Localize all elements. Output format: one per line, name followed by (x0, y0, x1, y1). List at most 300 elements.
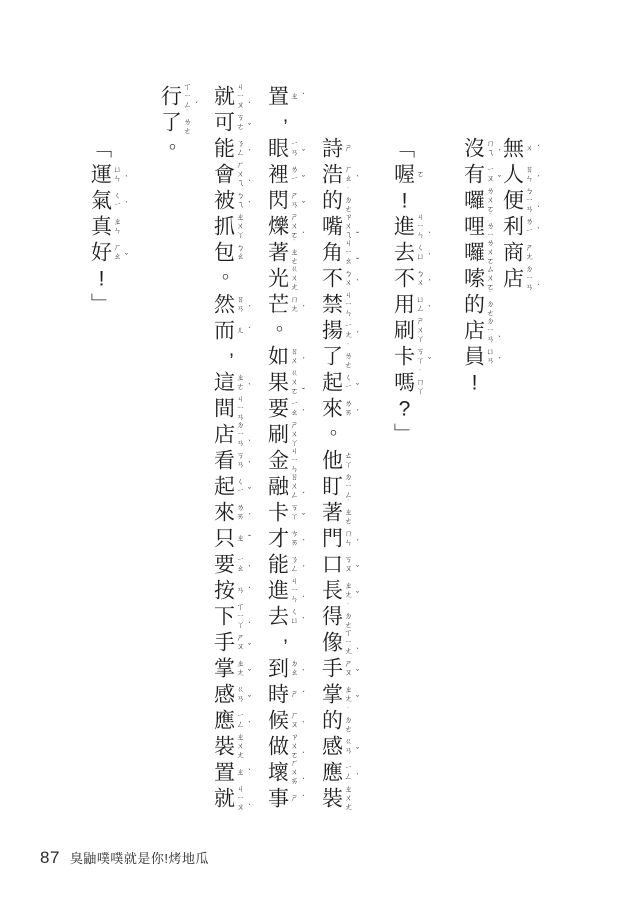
zhuyin-ruby: ㄕ (344, 143, 353, 153)
base-character: , (282, 625, 289, 647)
tone-mark: ˋ (248, 802, 251, 813)
base-character: 按 (214, 579, 235, 603)
base-character: 角 (322, 241, 343, 265)
base-character: 而 (214, 319, 235, 343)
tone-mark: ˇ (356, 693, 359, 704)
tone-mark: ˊ (302, 689, 305, 700)
tone-mark: ˇ (356, 667, 359, 678)
char-cell (213, 160, 251, 189)
char-cell (213, 578, 251, 604)
char-cell (267, 732, 305, 761)
base-character: 揚 (322, 319, 343, 343)
tone-mark: ˋ (248, 178, 251, 189)
base-character: 有 (464, 163, 485, 187)
base-character: 時 (268, 683, 289, 707)
char-cell (321, 526, 359, 552)
char-cell (321, 448, 353, 474)
zhuyin-ruby: ㄧ ㄠ ˋ (290, 399, 305, 418)
zhuyin-ruby: ㄐ ㄧ ㄣ (344, 290, 353, 318)
zhuyin-ruby: ㄉ ㄧ ㄥ (344, 472, 353, 500)
base-character: 爍 (268, 215, 289, 239)
base-character: 壞 (268, 761, 289, 785)
zhuyin-ruby: ㄋ ㄥ ˊ (290, 555, 305, 574)
base-character: 刷 (268, 423, 289, 447)
base-character: 看 (214, 449, 235, 473)
base-character: 的 (322, 189, 343, 213)
zhuyin-ruby: ㄉ ㄧ ㄢ ˋ (236, 420, 251, 449)
tone-mark: ˋ (302, 750, 305, 761)
char-cell (213, 682, 251, 708)
tone-mark: ˋ (302, 230, 305, 241)
zhuyin-ruby: ㄍ ㄢ ˇ (236, 685, 251, 704)
tone-mark: ˋ (248, 459, 251, 470)
char-cell (502, 186, 540, 215)
char-cell (213, 708, 251, 734)
char-cell (213, 370, 251, 396)
tone-mark: ˇ (356, 256, 359, 267)
zhuyin-ruby: ㄕ ㄤ (525, 243, 534, 261)
zhuyin-ruby: ㄉ ㄧ ㄢ ˋ (525, 264, 540, 293)
char-cell (267, 188, 305, 214)
base-character: 下 (214, 605, 235, 629)
base-character: 了 (322, 345, 343, 369)
zhuyin-ruby: ㄎ ㄚ ˇ (290, 503, 305, 522)
zhuyin-ruby: ㄗ ㄨ ㄛ ˋ (290, 732, 305, 761)
char-cell (160, 131, 189, 162)
tone-mark: ˋ (248, 767, 251, 778)
base-character: 就 (214, 85, 235, 109)
char-cell (393, 316, 425, 344)
char-cell (213, 188, 251, 214)
char-cell (321, 602, 353, 630)
tone-mark: ˊ (248, 511, 251, 522)
base-character: 到 (268, 657, 289, 681)
base-character: 做 (268, 735, 289, 759)
zhuyin-ruby: ㄑ ㄧ ˋ (113, 191, 128, 210)
tone-mark: ˇ (248, 641, 251, 652)
tone-mark: ˋ (537, 225, 540, 236)
zhuyin-ruby: ㄇ ㄣ ˊ (344, 529, 359, 548)
zhuyin-ruby: ㄉ ㄧ ㄢ ˋ (486, 316, 501, 345)
zhuyin-ruby: ㄅ ㄨ ˋ (344, 269, 359, 288)
char-cell (321, 472, 353, 500)
base-character: 像 (322, 631, 343, 655)
base-character: 沒 (464, 137, 485, 161)
zhuyin-ruby: ㄅ ㄠ (236, 243, 245, 261)
base-character: 哩 (464, 215, 485, 239)
base-character: 間 (214, 397, 235, 421)
tone-mark: ˋ (356, 277, 359, 288)
base-character: 的 (322, 709, 343, 733)
zhuyin-ruby: ㄐ ㄧ ㄢ (236, 394, 245, 422)
base-character: 浩 (322, 163, 343, 187)
tone-mark: ˊ (248, 303, 251, 314)
char-cell (267, 656, 305, 682)
char-cell (463, 344, 501, 370)
char-cell (321, 212, 359, 241)
base-character: 刷 (394, 319, 415, 343)
zhuyin-ruby: ㄕ ˊ (290, 689, 305, 700)
base-character: 去 (394, 241, 415, 265)
base-character: 的 (464, 293, 485, 317)
tone-mark: ˋ (125, 199, 128, 210)
base-character: 了 (161, 111, 182, 135)
tone-mark: ˋ (248, 199, 251, 210)
base-character: 起 (214, 475, 235, 499)
tone-mark: ˋ (356, 173, 359, 184)
zhuyin-ruby: ㄩ ㄥ ˋ (416, 295, 431, 314)
base-character: 這 (214, 371, 235, 395)
tone-mark: ˇ (248, 485, 251, 496)
zhuyin-ruby: ㄑ ㄩ ˋ (416, 243, 431, 262)
base-character: 嘴 (322, 215, 343, 239)
base-character: 感 (214, 683, 235, 707)
zhuyin-ruby: ㄌ ㄧ ˋ (525, 217, 540, 236)
zhuyin-ruby: ㄐ ㄧ ㄣ ˋ (290, 576, 305, 605)
char-cell (321, 784, 353, 812)
zhuyin-ruby: ㄐ ㄧ ㄠ ˇ (344, 238, 359, 267)
base-character: ﹁ (394, 137, 415, 161)
char-cell (90, 292, 113, 318)
char-cell (213, 732, 245, 760)
base-character: 店 (503, 267, 524, 291)
tone-mark: ˋ (248, 100, 251, 111)
base-character: 門 (322, 527, 343, 551)
base-character: 好 (91, 241, 112, 265)
base-character: 如 (268, 345, 289, 369)
tone-mark: ˇ (125, 251, 128, 262)
zhuyin-ruby: ㄓ ㄤ ˇ (344, 581, 359, 600)
base-character: ! (471, 371, 478, 395)
zhuyin-ruby: ㄩ ㄣ ˋ (113, 165, 128, 184)
zhuyin-ruby: ㄖ ㄨ ˊ (290, 347, 305, 366)
char-cell (321, 318, 359, 344)
base-character: 抓 (214, 215, 235, 239)
base-character: 會 (214, 163, 235, 187)
char-cell (393, 368, 425, 396)
chapter-title: 臭鼬噗噗就是你!烤地瓜 (69, 851, 210, 866)
char-cell (267, 344, 305, 370)
char-cell (160, 82, 198, 111)
char-cell (90, 188, 128, 214)
base-character: 芒 (268, 293, 289, 317)
char-cell (393, 188, 416, 214)
zhuyin-ruby: ㄨ ˊ (525, 143, 540, 154)
zhuyin-ruby: ˙ ㄌ ㄧ (486, 212, 495, 240)
tone-mark: ˊ (302, 490, 305, 501)
base-character: 不 (322, 267, 343, 291)
char-cell (267, 313, 296, 344)
char-cell (321, 552, 359, 578)
base-character: 裝 (322, 787, 343, 811)
tone-mark: ˋ (428, 303, 431, 314)
zhuyin-ruby: ㄖ ㄢ ˊ (236, 295, 251, 314)
zhuyin-ruby: ㄊ ㄚ (344, 451, 353, 469)
zhuyin-ruby: ㄐ ㄧ ㄣ (290, 446, 299, 474)
tone-mark: ˊ (356, 407, 359, 418)
base-character: 置 (214, 761, 235, 785)
zhuyin-ruby: ㄕ ˋ (290, 793, 305, 804)
zhuyin-ruby: ㄕ ㄨ ㄛ ˋ (290, 212, 305, 241)
char-cell (321, 370, 359, 396)
char-cell (321, 578, 359, 604)
base-character: 詩 (322, 137, 343, 161)
char-cell (321, 682, 359, 708)
zhuyin-ruby: ㄎ ㄡ ˇ (344, 555, 359, 574)
tone-mark: ˊ (302, 303, 305, 314)
zhuyin-ruby: ㄇ ㄤ ˊ (290, 295, 305, 314)
tone-mark: ˋ (302, 793, 305, 804)
zhuyin-ruby: ㄢ ˋ (236, 585, 251, 596)
zhuyin-ruby: ㄕ ㄡ ˇ (344, 659, 359, 678)
char-cell (321, 706, 353, 734)
tone-mark: ˋ (248, 563, 251, 574)
base-character: 員 (464, 345, 485, 369)
base-character: 才 (268, 527, 289, 551)
tone-mark: ˇ (356, 589, 359, 600)
zhuyin-ruby: ㄌ ㄨ ㄛ (486, 238, 495, 266)
zhuyin-ruby: ㄓ ㄨ ㄚ (236, 212, 245, 240)
tone-mark: ˋ (302, 91, 305, 102)
zhuyin-ruby: ㄇ ㄟ ˊ (486, 139, 501, 158)
char-cell (321, 417, 350, 448)
zhuyin-ruby: ㄖ ㄣ ˊ (525, 165, 540, 184)
base-character: 他 (322, 449, 343, 473)
base-character: 被 (214, 189, 235, 213)
base-character: 可 (214, 111, 235, 135)
tone-mark: ˋ (537, 204, 540, 215)
char-cell (463, 370, 486, 396)
tone-mark: ˋ (302, 776, 305, 787)
base-character: 應 (322, 761, 343, 785)
zhuyin-ruby: ㄗ ㄨ ㄟ ˇ (344, 212, 359, 241)
tone-mark: ˋ (248, 381, 251, 392)
base-character: 閃 (268, 189, 289, 213)
tone-mark: ˊ (537, 143, 540, 154)
base-character: 人 (503, 163, 524, 187)
base-character: 長 (322, 579, 343, 603)
char-cell (213, 474, 251, 500)
text-line-1 (502, 136, 540, 293)
tone-mark: ˊ (302, 563, 305, 574)
char-cell (321, 290, 353, 318)
tone-mark: ˇ (302, 147, 305, 158)
zhuyin-ruby: ㄑ ㄩ ˋ (290, 607, 305, 626)
zhuyin-ruby: ㄌ ㄧ ˇ (290, 165, 305, 184)
char-cell (267, 105, 290, 136)
char-cell (393, 212, 431, 241)
base-character: 光 (268, 267, 289, 291)
char-cell (213, 526, 251, 552)
base-character: 就 (214, 787, 235, 811)
char-cell (502, 240, 534, 266)
char-cell (463, 186, 495, 214)
char-cell (267, 552, 305, 578)
tone-mark: ˋ (356, 646, 359, 657)
tone-mark: ˋ (302, 719, 305, 730)
zhuyin-ruby: ㄧ ㄠ ˋ (236, 555, 251, 574)
char-cell (393, 396, 416, 422)
char-cell (393, 266, 431, 292)
zhuyin-ruby: ㄓ ㄣ (113, 217, 122, 235)
char-cell (502, 264, 540, 293)
char-cell (213, 602, 251, 631)
base-character: 來 (322, 397, 343, 421)
tone-mark: ˋ (537, 282, 540, 293)
base-character: ﹂ (91, 293, 112, 317)
base-character: 能 (268, 553, 289, 577)
char-cell (90, 214, 122, 240)
zhuyin-ruby: ㄍ ㄨ ㄤ (290, 264, 299, 292)
base-character: 用 (394, 293, 415, 317)
base-character: 進 (268, 579, 289, 603)
tone-mark: ˋ (428, 230, 431, 241)
base-character: 。 (275, 313, 296, 335)
base-character: 得 (322, 605, 343, 629)
char-cell (213, 552, 251, 578)
zhuyin-ruby: ㄏ ㄠ ˇ (113, 243, 128, 262)
zhuyin-ruby: ㄕ ㄡ ˇ (236, 633, 251, 652)
tone-mark: ˇ (302, 199, 305, 210)
char-cell (321, 628, 359, 657)
zhuyin-ruby: ㄓ ㄜ ˋ (236, 373, 251, 392)
char-cell (321, 162, 359, 188)
zhuyin-ruby: ˙ ㄓ ㄜ (290, 238, 299, 266)
base-character: 候 (268, 709, 289, 733)
base-character: 感 (322, 735, 343, 759)
char-cell (502, 136, 540, 162)
char-cell (267, 420, 299, 448)
char-cell (213, 760, 251, 786)
char-cell (267, 576, 305, 605)
char-cell (267, 625, 290, 656)
tone-mark: ˋ (302, 407, 305, 418)
char-cell (463, 238, 495, 266)
base-character: 掌 (214, 657, 235, 681)
char-cell (463, 162, 501, 188)
zhuyin-ruby: ㄏ ㄠ ˋ (344, 165, 359, 184)
base-character: ! (401, 189, 408, 213)
base-character: 囉 (464, 189, 485, 213)
tone-mark: ˇ (248, 533, 251, 544)
char-cell (393, 136, 416, 162)
zhuyin-ruby: ㄌ ㄨ ㄛ (486, 186, 495, 214)
tone-mark: ˋ (248, 719, 251, 730)
tone-mark: ˋ (302, 667, 305, 678)
zhuyin-ruby: ㄧ ㄢ ˇ (290, 139, 305, 158)
base-character: 。 (221, 261, 242, 283)
zhuyin-ruby: ㄏ ㄡ ˋ (290, 711, 305, 730)
tone-mark: ˊ (248, 325, 251, 336)
base-character: , (282, 105, 289, 127)
base-character: 嗎 (394, 371, 415, 395)
zhuyin-ruby: ㄑ ㄧ ˇ (344, 373, 359, 392)
tone-mark: ˋ (356, 771, 359, 782)
char-cell (502, 214, 540, 240)
zhuyin-ruby: ˙ ㄌ ㄜ (344, 342, 353, 370)
char-cell (267, 708, 305, 734)
zhuyin-ruby: ㄒ ㄧ ㄚ ˋ (236, 602, 251, 631)
char-cell (213, 136, 251, 162)
base-character: 商 (503, 241, 524, 265)
char-cell (267, 786, 305, 812)
char-cell (267, 238, 299, 266)
zhuyin-ruby: ˙ ㄓ ㄜ (344, 498, 353, 526)
zhuyin-ruby: ㄦ ˊ (236, 325, 251, 336)
text-line-8 (90, 136, 128, 318)
char-cell (267, 162, 305, 188)
char-cell (321, 734, 359, 760)
zhuyin-ruby: ㄐ ㄧ ㄡ ˋ (236, 82, 251, 111)
base-character: 運 (91, 163, 112, 187)
zhuyin-ruby: ㄖ ㄨ ㄥ ˊ (290, 472, 305, 501)
zhuyin-ruby: ㄓ ˇ (236, 533, 251, 544)
tone-mark: ˇ (248, 693, 251, 704)
zhuyin-ruby: ㄅ ㄟ ˋ (236, 191, 251, 210)
zhuyin-ruby: ˙ ㄉ ㄜ (344, 706, 353, 734)
char-cell (321, 498, 353, 526)
base-character: 不 (394, 267, 415, 291)
tone-mark: ˋ (302, 594, 305, 605)
zhuyin-ruby: ㄅ ㄨ ˊ (416, 269, 431, 288)
char-cell (213, 82, 251, 111)
base-character: 口 (322, 553, 343, 577)
base-character: 要 (214, 553, 235, 577)
char-cell (213, 261, 242, 292)
base-character: 來 (214, 501, 235, 525)
zhuyin-ruby: ㄩ ㄢ ˊ (486, 347, 501, 366)
zhuyin-ruby: ㄋ ㄥ ˊ (236, 139, 251, 158)
base-character: 著 (268, 241, 289, 265)
zhuyin-ruby: ㄙ ㄨ ㄛ (486, 264, 495, 292)
text-line-3 (393, 136, 431, 448)
char-cell (267, 368, 305, 397)
char-cell (90, 162, 128, 188)
base-character: 。 (329, 417, 350, 439)
char-cell (213, 394, 245, 422)
zhuyin-ruby: ㄓ ㄨ ㄤ (344, 784, 353, 812)
char-cell (393, 240, 431, 266)
zhuyin-ruby: ㄎ ㄚ ˇ (416, 347, 431, 366)
text-line-6 (213, 82, 251, 813)
char-cell (213, 339, 236, 370)
char-cell (267, 396, 305, 422)
char-cell (213, 292, 251, 318)
char-cell (213, 630, 251, 656)
zhuyin-ruby: ㄓ ㄨ ㄤ (236, 732, 245, 760)
char-cell (321, 238, 359, 267)
base-character: 手 (214, 631, 235, 655)
zhuyin-ruby: ㄛ (416, 169, 425, 179)
tone-mark: ˊ (356, 537, 359, 548)
tone-mark: ˇ (498, 173, 501, 184)
char-cell (502, 162, 540, 188)
zhuyin-ruby: ˙ ㄉ ㄜ (486, 290, 495, 318)
text-line-2 (463, 136, 501, 396)
base-character: 禁 (322, 293, 343, 317)
base-character: ﹂ (394, 423, 415, 447)
zhuyin-ruby: ㄧ ㄤ ˊ (344, 321, 359, 340)
tone-mark: ˊ (428, 277, 431, 288)
zhuyin-ruby: ㄏ ㄨ ㄟ ˋ (236, 160, 251, 189)
text-line-4 (321, 136, 359, 812)
char-cell (267, 472, 305, 501)
base-character: ﹁ (91, 137, 112, 161)
tone-mark: ˊ (195, 100, 198, 111)
base-character: 手 (322, 657, 343, 681)
char-cell (321, 342, 353, 370)
base-character: 只 (214, 527, 235, 551)
